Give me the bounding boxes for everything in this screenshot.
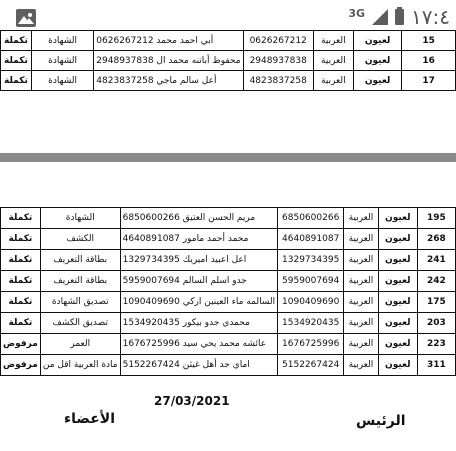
document-date: 27/03/2021 (154, 394, 230, 408)
cell-lang: العربية (344, 355, 379, 376)
cell-phone-name: 1676725996 عائشه محمد يحي سيد (120, 334, 278, 355)
results-table-top (0, 30, 456, 91)
cell-nni: 1090409690 (278, 292, 344, 313)
cell-city: لعيون (378, 271, 417, 292)
gallery-icon[interactable] (16, 9, 36, 27)
cell-status: تكملة (1, 51, 32, 71)
cell-num: 175 (417, 292, 455, 313)
cell-num: 15 (402, 31, 456, 51)
cell-status: تكملة (1, 292, 41, 313)
cell-nni: 5152267424 (278, 355, 344, 376)
cell-doc: العمر (40, 334, 120, 355)
cell-status: تكملة (1, 229, 41, 250)
members-signature-label: الأعضاء (64, 411, 115, 427)
cell-doc: بطاقة التعريف (40, 250, 120, 271)
table-row (1, 51, 456, 71)
cell-city: لعيون (378, 313, 417, 334)
cell-nni: 6850600266 (278, 208, 344, 229)
document-page-top (0, 30, 456, 153)
cell-doc: الشهادة (31, 31, 93, 51)
table-row (1, 250, 456, 271)
cell-num: 268 (417, 229, 455, 250)
cell-nni: 2948937838 (243, 51, 313, 71)
table-row (1, 208, 456, 229)
cell-lang: العربية (344, 229, 379, 250)
cell-city: لعيون (353, 31, 401, 51)
cell-city: لعيون (353, 71, 401, 91)
table-row (1, 355, 456, 376)
cell-status: تكملة (1, 208, 41, 229)
cell-phone-name: 0626267212 أبي احمد محمد (94, 31, 243, 51)
table-row (1, 292, 456, 313)
cell-num: 311 (417, 355, 455, 376)
table-row (1, 31, 456, 51)
cell-phone-name: 2948937838 محفوظ أباتنه محمد ال (94, 51, 243, 71)
cell-doc: الكشف (40, 229, 120, 250)
cell-lang: العربية (344, 334, 379, 355)
table-row (1, 313, 456, 334)
cell-status: تكملة (1, 313, 41, 334)
signal-icon (372, 9, 388, 25)
cell-nni: 1329734395 (278, 250, 344, 271)
cell-lang: العربية (344, 313, 379, 334)
cell-num: 17 (402, 71, 456, 91)
cell-doc: الشهادة (40, 208, 120, 229)
status-bar (0, 0, 456, 34)
cell-lang: العربية (344, 292, 379, 313)
cell-lang: العربية (344, 250, 379, 271)
clock: ١٧:٤ (411, 5, 450, 29)
cell-phone-name: 1329734395 اعل اعبيد اميريك (120, 250, 278, 271)
cell-doc: بطاقة التعريف (40, 271, 120, 292)
cell-phone-name: 5959007694 جدو اسلم السالم (120, 271, 278, 292)
cell-num: 223 (417, 334, 455, 355)
president-signature-label: الرئيس (356, 413, 406, 429)
cell-nni: 4640891087 (278, 229, 344, 250)
table-row (1, 271, 456, 292)
cell-status: تكملة (1, 71, 32, 91)
cell-city: لعيون (378, 229, 417, 250)
cell-phone-name: 4640891087 محمد أحمد مامور (120, 229, 278, 250)
cell-phone-name: 4823837258 أعل سالم ماجي (94, 71, 243, 91)
cell-nni: 4823837258 (243, 71, 313, 91)
cell-status: تكملة (1, 31, 32, 51)
cell-city: لعيون (378, 334, 417, 355)
cell-phone-name: 5152267424 اماي جد أهل غيثن (120, 355, 278, 376)
page-separator (0, 153, 456, 162)
battery-icon (395, 9, 404, 25)
cell-status: تكملة (1, 250, 41, 271)
cell-nni: 1534920435 (278, 313, 344, 334)
cell-num: 241 (417, 250, 455, 271)
cell-doc: تصديق الشهادة (40, 292, 120, 313)
status-icons (348, 4, 450, 30)
cell-nni: 5959007694 (278, 271, 344, 292)
cell-nni: 1676725996 (278, 334, 344, 355)
cell-city: لعيون (378, 250, 417, 271)
network-type: 3G (348, 6, 366, 20)
cell-city: لعيون (378, 208, 417, 229)
cell-lang: العربية (313, 51, 353, 71)
table-row (1, 334, 456, 355)
cell-doc: الشهادة (31, 71, 93, 91)
cell-city: لعيون (378, 292, 417, 313)
cell-phone-name: 6850600266 مريم الحسن العتيق (120, 208, 278, 229)
cell-status: مرفوض (1, 355, 41, 376)
cell-num: 16 (402, 51, 456, 71)
cell-nni: 0626267212 (243, 31, 313, 51)
cell-phone-name: 1090409690 السالمه ماء العينين اركي (120, 292, 278, 313)
results-table-bottom (0, 207, 456, 376)
cell-num: 203 (417, 313, 455, 334)
cell-status: مرفوض (1, 334, 41, 355)
table-row (1, 71, 456, 91)
cell-lang: العربية (313, 31, 353, 51)
cell-doc: مادة العربية اقل من (40, 355, 120, 376)
cell-num: 242 (417, 271, 455, 292)
cell-status: تكملة (1, 271, 41, 292)
cell-city: لعيون (378, 355, 417, 376)
cell-phone-name: 1534920435 محمدي جدو بيكور (120, 313, 278, 334)
cell-doc: تصديق الكشف (40, 313, 120, 334)
cell-city: لعيون (353, 51, 401, 71)
cell-doc: الشهادة (31, 51, 93, 71)
cell-lang: العربية (344, 208, 379, 229)
cell-lang: العربية (344, 271, 379, 292)
cell-lang: العربية (313, 71, 353, 91)
table-row (1, 229, 456, 250)
cell-num: 195 (417, 208, 455, 229)
